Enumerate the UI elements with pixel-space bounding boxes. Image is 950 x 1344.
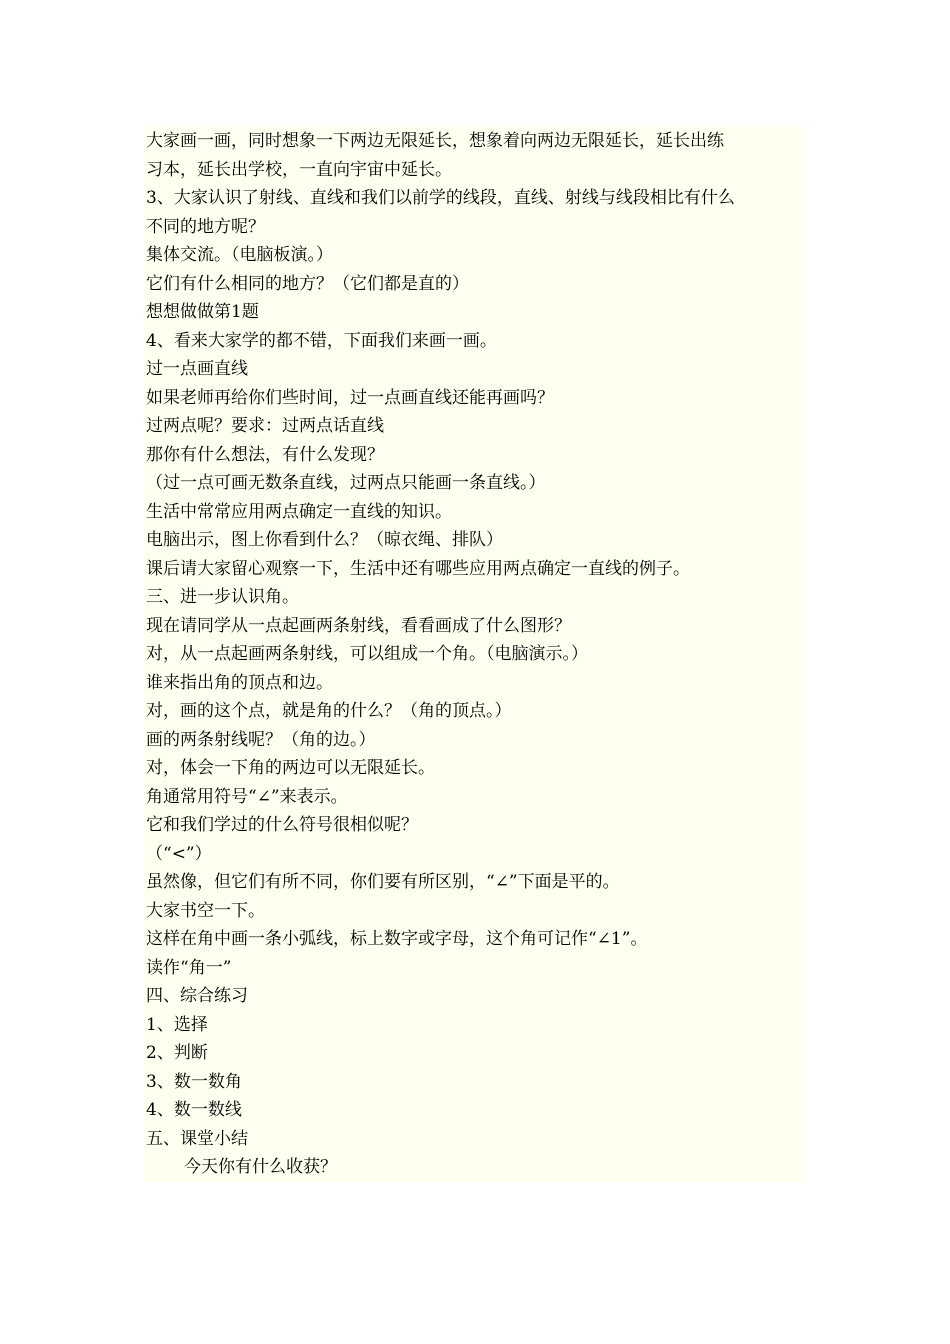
- text-line: 对，画的这个点，就是角的什么？（角的顶点。）: [146, 701, 512, 721]
- text-line: 过一点画直线: [146, 359, 248, 379]
- text-line: 对，从一点起画两条射线，可以组成一个角。（电脑演示。）: [146, 644, 588, 664]
- text-line: 它们有什么相同的地方？（它们都是直的）: [146, 273, 469, 294]
- text-line: 如果老师再给你们些时间，过一点画直线还能再画吗？: [146, 387, 554, 408]
- text-line: （“<”）: [146, 843, 212, 864]
- section-heading: 三、进一步认识角。: [146, 587, 299, 607]
- list-item: 2、判断: [146, 1043, 208, 1063]
- text-line: 集体交流。（电脑板演。）: [146, 245, 333, 265]
- text-line: 大家画一画，同时想象一下两边无限延长，想象着向两边无限延长，延长出练: [146, 131, 724, 151]
- text-line: 过两点呢？要求：过两点话直线: [146, 416, 384, 436]
- text-line: 大家书空一下。: [146, 900, 265, 921]
- text-line: 对，体会一下角的两边可以无限延长。: [146, 758, 435, 778]
- text-line: 电脑出示，图上你看到什么？（晾衣绳、排队）: [146, 530, 503, 550]
- list-item: 1、选择: [146, 1014, 208, 1035]
- text-line: 它和我们学过的什么符号很相似呢？: [146, 815, 418, 835]
- text-line: 3、大家认识了射线、直线和我们以前学的线段，直线、射线与线段相比有什么: [146, 188, 735, 208]
- text-line: 那你有什么想法，有什么发现？: [146, 444, 384, 465]
- text-line: 想想做做第1题: [146, 302, 259, 322]
- text-line: 谁来指出角的顶点和边。: [146, 672, 333, 693]
- text-line: 习本，延长出学校，一直向宇宙中延长。: [146, 159, 452, 180]
- text-line: 课后请大家留心观察一下，生活中还有哪些应用两点确定一直线的例子。: [146, 558, 690, 579]
- text-line: 4、看来大家学的都不错，下面我们来画一画。: [146, 330, 497, 351]
- text-line: 读作“角一”: [146, 957, 232, 978]
- text-line: 这样在角中画一条小弧线，标上数字或字母，这个角可记作“∠1”。: [146, 929, 648, 949]
- text-line: 角通常用符号“∠”来表示。: [146, 786, 348, 807]
- text-line: 不同的地方呢？: [146, 216, 265, 237]
- text-line: 现在请同学从一点起画两条射线，看看画成了什么图形？: [146, 615, 571, 636]
- list-item: 4、数一数线: [146, 1100, 242, 1120]
- text-line: 今天你有什么收获？: [184, 1157, 337, 1177]
- text-line: 画的两条射线呢？（角的边。）: [146, 729, 376, 750]
- text-line: 生活中常常应用两点确定一直线的知识。: [146, 501, 452, 522]
- text-line: 虽然像，但它们有所不同，你们要有所区别，“∠”下面是平的。: [146, 872, 620, 892]
- lesson-text-block: [144, 127, 806, 1182]
- list-item: 3、数一数角: [146, 1071, 242, 1092]
- section-heading: 四、综合练习: [146, 986, 248, 1006]
- section-heading: 五、课堂小结: [146, 1128, 248, 1149]
- text-line: （过一点可画无数条直线，过两点只能画一条直线。）: [146, 473, 546, 493]
